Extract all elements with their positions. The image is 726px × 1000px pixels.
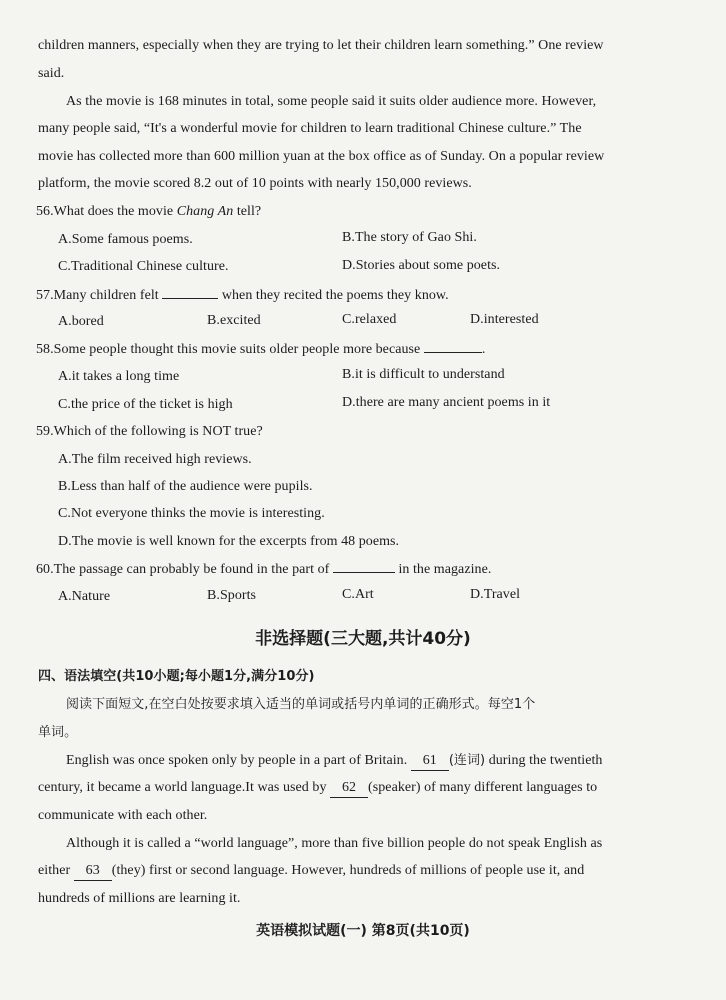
cloze-text: century, it became a world language.It was used by [38,780,331,795]
passage-line: many people said, “It's a wonderful movie for children to learn traditional Chinese culture.” The [38,121,582,136]
part-heading: 四、语法填空(共10小题;每小题1分,满分10分) [38,669,315,684]
question-text: 60.The passage can probably be found in the part of [36,562,333,577]
option-c: C.relaxed [342,312,397,327]
movie-title: Chang An [176,204,234,219]
question-56 [36,203,261,221]
question-text: when they recited the poems they know. [218,288,449,303]
option-d: D.there are many ancient poems in it [342,395,551,410]
question-60 [36,560,491,579]
question-57 [36,286,449,305]
cloze-line [38,862,584,881]
option-b: B.it is difficult to understand [342,367,505,382]
option-b: B.Sports [207,588,257,603]
option-b: B.excited [207,313,261,328]
answer-blank [333,560,395,573]
cloze-line: Although it is called a “world language”, more than five billion people do not speak English as [66,836,603,851]
instruction-text: 单词。 [38,725,78,740]
cloze-line [66,752,602,771]
option-c: C.Not everyone thinks the movie is interesting. [58,506,325,521]
option-a: A.Some famous poems. [58,232,193,247]
question-text: 57.Many children felt [36,288,163,303]
question-text: in the magazine. [394,562,492,577]
option-c: C.Traditional Chinese culture. [58,259,229,274]
cloze-text: English was once spoken only by people in a part of Britain. [66,753,411,768]
cloze-text: (they) first or second language. However, hundreds of millions of people use it, and [111,863,585,878]
passage-line: platform, the movie scored 8.2 out of 10 points with nearly 150,000 reviews. [38,176,472,191]
page-footer: 英语模拟试题(一) 第8页(共10页) [256,923,470,939]
passage-line: As the movie is 168 minutes in total, some people said it suits older audience more. However, [66,94,597,109]
cloze-hint: (连词) [448,753,486,768]
question-text: 58.Some people thought this movie suits older people more because [36,342,424,357]
passage-line: children manners, especially when they are trying to let their children learn something.” One review [38,38,604,53]
option-d: D.Travel [470,587,521,602]
cloze-blank-62: 62 [330,779,368,798]
option-a: A.bored [58,314,104,329]
cloze-blank-63: 63 [74,862,112,881]
section-title: 非选择题(三大题,共计40分) [255,629,471,649]
option-d: D.interested [470,312,539,327]
option-d: D.Stories about some poets. [342,258,501,273]
option-c: C.Art [342,587,374,602]
question-59: 59.Which of the following is NOT true? [36,424,263,439]
cloze-text: (speaker) of many different languages to [368,780,598,795]
cloze-line: hundreds of millions are learning it. [38,891,241,906]
cloze-line: communicate with each other. [38,808,208,823]
question-58 [36,340,485,359]
question-text: . [481,342,486,357]
option-b: B.The story of Gao Shi. [342,230,477,245]
instruction-text: 阅读下面短文,在空白处按要求填入适当的单词或括号内单词的正确形式。每空1个 [66,697,536,712]
option-b: B.Less than half of the audience were pupils. [58,479,313,494]
cloze-text: during the twentieth [485,753,603,768]
question-text: tell? [233,204,262,219]
option-c: C.the price of the ticket is high [58,397,233,412]
cloze-text: either [38,863,74,878]
passage-line: movie has collected more than 600 million yuan at the box office as of Sunday. On a popular review [38,149,605,164]
option-a: A.The film received high reviews. [58,452,252,467]
question-text: 56.What does the movie [36,204,177,219]
cloze-line [38,779,597,798]
option-a: A.it takes a long time [58,369,180,384]
answer-blank [162,286,218,299]
answer-blank [424,340,482,353]
option-d: D.The movie is well known for the excerpts from 48 poems. [58,534,400,549]
passage-line: said. [38,66,65,81]
cloze-blank-61: 61 [411,752,449,771]
option-a: A.Nature [58,589,111,604]
